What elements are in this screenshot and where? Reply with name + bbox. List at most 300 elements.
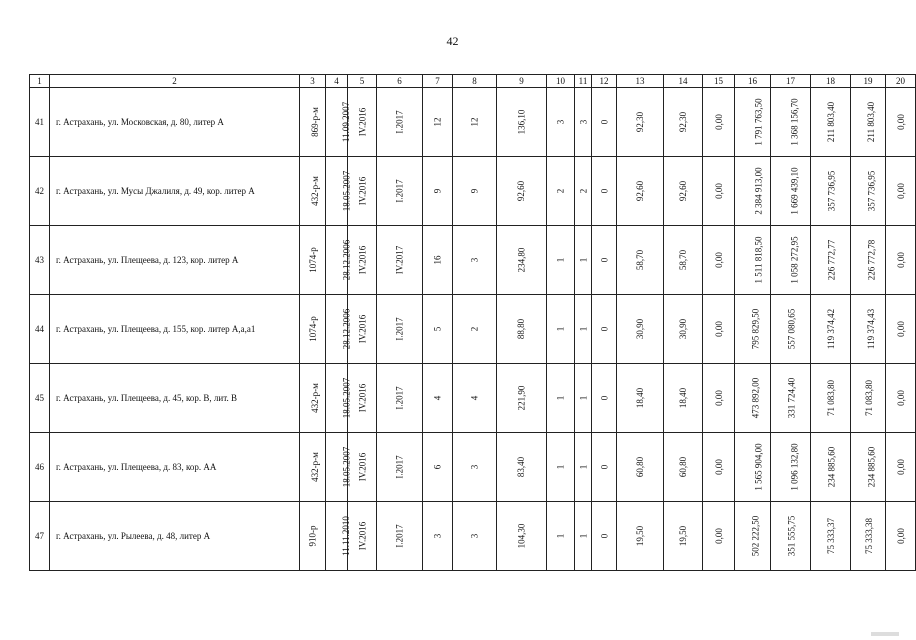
cell-col-9 [497,226,547,295]
cell-text: 3 [469,533,480,539]
cell-col-10 [547,502,575,571]
cell-text: IV.2017 [394,245,405,275]
cell-text: 0,00 [713,459,724,475]
cell-text: I.2017 [394,455,405,479]
cell-text: 83,40 [516,456,527,478]
cell-col-13 [617,295,664,364]
cell-text: 211 803,40 [826,101,837,143]
cell-text: 1 058 272,95 [789,236,800,284]
cell-col-6 [377,226,423,295]
cell-text: 18,40 [678,387,688,409]
cell-text: 3 [578,119,588,125]
cell-col-14 [664,295,703,364]
cell-text: 5 [432,326,443,332]
column-header-16: 16 [735,75,771,88]
column-header-15: 15 [703,75,735,88]
cell-col-10 [547,157,575,226]
cell-col-18 [811,433,851,502]
cell-col-3 [300,433,326,502]
table-row [30,364,916,433]
cell-text: 46 [35,462,44,472]
cell-text: 58,70 [635,249,645,271]
cell-col-17 [771,502,811,571]
cell-text: 1 [578,326,588,332]
cell-col-3 [300,226,326,295]
cell-text: 1 [555,533,566,539]
cell-col-19 [851,364,886,433]
cell-col-20 [886,295,916,364]
cell-col-16 [735,502,771,571]
cell-col-4 [326,157,352,226]
cell-col-18 [811,502,851,571]
table-row [30,433,916,502]
column-header-19: 19 [851,75,886,88]
cell-text: 19,50 [678,525,688,547]
cell-col-18 [811,364,851,433]
cell-text: 44 [35,324,44,334]
cell-text: 557 080,65 [786,308,797,350]
cell-text: 0,00 [895,183,906,199]
cell-col-16 [735,88,771,157]
cell-text: 60,80 [635,456,645,478]
cell-col-2 [50,295,300,364]
cell-col-2 [50,502,300,571]
cell-col-2 [50,364,300,433]
cell-text: 3 [555,119,566,125]
cell-text: 226 772,77 [826,239,837,281]
cell-col-3 [300,157,326,226]
cell-col-9 [497,364,547,433]
cell-col-11 [575,364,592,433]
cell-text: 9 [469,188,480,194]
cell-col-11 [575,157,592,226]
cell-text: 2 [578,188,588,194]
cell-col-10 [547,295,575,364]
cell-text: 0,00 [713,252,724,268]
cell-text: 473 892,00 [750,377,761,419]
cell-col-9 [497,157,547,226]
cell-text: 910-р [307,525,318,547]
cell-text: 75 333,37 [825,518,836,554]
cell-text: 30,90 [635,318,645,340]
cell-col-9 [497,88,547,157]
cell-text: 1 791 763,50 [753,98,764,146]
cell-col-13 [617,226,664,295]
cell-col-12 [592,157,617,226]
cell-text: 4 [469,395,480,401]
cell-col-6 [377,433,423,502]
cell-text: IV.2016 [357,245,368,275]
cell-text: IV.2016 [357,314,368,344]
cell-col-2 [50,433,300,502]
column-header-12: 12 [592,75,617,88]
cell-col-1 [30,433,50,502]
cell-col-15 [703,88,735,157]
cell-col-1 [30,364,50,433]
cell-col-17 [771,364,811,433]
cell-col-9 [497,295,547,364]
cell-text: 1074-р [307,247,318,273]
cell-text: 0,00 [895,321,906,337]
cell-text: 18,40 [635,387,645,409]
cell-text: 104,30 [516,523,527,549]
cell-text: 4 [432,395,443,401]
cell-text: 60,80 [678,456,688,478]
column-header-13: 13 [617,75,664,88]
cell-col-20 [886,157,916,226]
cell-text: 234,80 [516,247,527,273]
cell-col-3 [300,364,326,433]
cell-col-13 [617,433,664,502]
cell-text: 0,00 [895,528,906,544]
table-row [30,88,916,157]
cell-text: 0,00 [895,390,906,406]
cell-col-17 [771,226,811,295]
cell-col-6 [377,295,423,364]
page-number: 42 [446,34,459,48]
cell-col-12 [592,502,617,571]
cell-col-1 [30,157,50,226]
cell-col-16 [735,433,771,502]
cell-text: 2 [555,188,566,194]
column-header-5: 5 [348,75,377,88]
table-row [30,502,916,571]
scan-mark [871,632,899,636]
cell-col-5 [348,157,377,226]
cell-col-16 [735,226,771,295]
cell-col-5 [348,88,377,157]
cell-col-20 [886,502,916,571]
cell-text: 0 [599,257,609,263]
cell-text: 3 [469,464,480,470]
cell-col-18 [811,226,851,295]
cell-text: 234 885,60 [826,446,837,488]
cell-col-13 [617,157,664,226]
column-header-9: 9 [497,75,547,88]
cell-text: 28.12.2006 [341,308,352,350]
cell-text: IV.2016 [357,521,368,551]
cell-text: 71 083,80 [864,380,874,416]
column-header-1: 1 [30,75,50,88]
cell-col-17 [771,295,811,364]
cell-col-17 [771,157,811,226]
cell-col-4 [326,364,352,433]
cell-col-8 [453,364,497,433]
cell-col-14 [664,226,703,295]
cell-col-20 [886,433,916,502]
cell-col-3 [300,88,326,157]
cell-col-15 [703,226,735,295]
cell-text: 1 [555,395,566,401]
cell-text: 432-р-м [309,452,320,482]
cell-text: 119 374,42 [826,308,837,350]
cell-col-2 [50,226,300,295]
cell-col-7 [423,157,453,226]
cell-text: 869-р-м [309,107,320,137]
column-header-20: 20 [886,75,916,88]
cell-text: 1 [555,257,566,263]
cell-text: 92,60 [678,180,688,202]
cell-col-9 [497,433,547,502]
cell-text: г. Астрахань, ул. Плещеева, д. 123, кор. литер А [56,255,239,265]
cell-col-7 [423,295,453,364]
cell-col-8 [453,502,497,571]
cell-text: IV.2016 [357,107,368,137]
cell-col-4 [326,88,352,157]
column-header-18: 18 [811,75,851,88]
cell-col-20 [886,226,916,295]
cell-col-7 [423,88,453,157]
cell-col-11 [575,433,592,502]
cell-col-2 [50,88,300,157]
table-row [30,157,916,226]
cell-col-10 [547,226,575,295]
cell-col-19 [851,226,886,295]
cell-text: 28.12.2006 [341,239,352,281]
cell-col-5 [348,502,377,571]
cell-col-3 [300,502,326,571]
cell-text: 92,30 [635,111,645,133]
cell-text: IV.2016 [357,383,368,413]
cell-col-8 [453,88,497,157]
cell-col-16 [735,295,771,364]
cell-col-15 [703,157,735,226]
cell-text: 47 [35,531,44,541]
cell-col-20 [886,364,916,433]
cell-text: 43 [35,255,44,265]
cell-text: 1 368 156,70 [789,98,800,146]
cell-col-14 [664,433,703,502]
cell-text: 18.05.2007 [341,377,352,419]
cell-col-10 [547,88,575,157]
cell-text: 1 096 132,80 [789,443,800,491]
cell-col-8 [453,433,497,502]
cell-text: 211 803,40 [866,101,877,143]
cell-col-6 [377,364,423,433]
cell-text: 18.05.2007 [341,170,352,212]
cell-text: IV.2016 [357,452,368,482]
cell-col-5 [348,295,377,364]
cell-text: 1 [578,395,588,401]
cell-col-14 [664,364,703,433]
cell-col-17 [771,433,811,502]
table-row [30,295,916,364]
cell-text: I.2017 [394,317,405,341]
cell-col-8 [453,226,497,295]
header-row [30,75,916,88]
cell-col-7 [423,502,453,571]
cell-text: 1 565 904,00 [753,443,764,491]
cell-text: 0,00 [895,114,906,130]
cell-text: 71 083,80 [825,380,836,416]
cell-text: 0,00 [713,183,724,199]
cell-text: 0,00 [713,321,724,337]
cell-text: 3 [432,533,443,539]
cell-col-1 [30,295,50,364]
cell-col-1 [30,88,50,157]
cell-col-19 [851,157,886,226]
cell-text: 45 [35,393,44,403]
cell-text: 3 [469,257,480,263]
cell-col-1 [30,502,50,571]
cell-text: 11.09.2007 [341,101,352,143]
cell-text: 0,00 [713,114,724,130]
cell-text: 42 [35,186,44,196]
cell-text: 226 772,78 [866,239,877,281]
cell-col-14 [664,88,703,157]
cell-col-19 [851,295,886,364]
cell-col-17 [771,88,811,157]
column-header-6: 6 [377,75,423,88]
cell-col-7 [423,226,453,295]
cell-col-3 [300,295,326,364]
cell-text: 136,10 [516,109,527,135]
cell-col-12 [592,295,617,364]
cell-text: г. Астрахань, ул. Плещеева, д. 83, кор. АА [56,462,217,472]
cell-text: 0,00 [895,252,906,268]
cell-col-11 [575,88,592,157]
cell-text: 12 [469,117,480,127]
cell-text: 119 374,43 [866,308,877,350]
cell-col-19 [851,433,886,502]
cell-text: I.2017 [394,524,405,548]
cell-col-20 [886,88,916,157]
cell-text: 351 555,75 [786,515,797,557]
cell-col-4 [326,295,352,364]
cell-col-15 [703,502,735,571]
cell-text: 795 829,50 [750,308,761,350]
cell-col-4 [326,433,352,502]
cell-col-8 [453,157,497,226]
cell-text: г. Астрахань, ул. Рылеева, д. 48, литер А [56,531,211,541]
cell-col-12 [592,88,617,157]
cell-text: 18.05.2007 [341,446,352,488]
cell-col-16 [735,364,771,433]
cell-text: 92,30 [678,111,688,133]
cell-text: 19,50 [635,525,645,547]
cell-text: 1 511 818,50 [753,236,764,284]
cell-col-4 [326,502,351,571]
cell-col-13 [617,502,664,571]
cell-col-4 [326,226,352,295]
cell-col-19 [851,88,886,157]
cell-col-12 [592,433,617,502]
cell-col-15 [703,295,735,364]
cell-text: 357 736,95 [866,170,877,212]
cell-text: 1 [578,533,588,539]
cell-col-7 [423,364,453,433]
cell-text: 88,80 [516,318,527,340]
cell-col-18 [811,88,851,157]
cell-text: I.2017 [394,386,405,410]
cell-col-13 [617,364,664,433]
table-row [30,226,916,295]
cell-text: 9 [432,188,443,194]
cell-text: 0 [599,119,609,125]
cell-text: 0,00 [713,390,724,406]
cell-col-14 [664,502,703,571]
cell-text: 331 724,40 [786,377,797,419]
cell-col-13 [617,88,664,157]
cell-col-5 [348,226,377,295]
cell-col-16 [735,157,771,226]
cell-text: I.2017 [394,179,405,203]
cell-text: 6 [432,464,443,470]
cell-col-9 [497,502,547,571]
cell-col-6 [377,157,423,226]
cell-col-6 [377,502,423,571]
cell-text: 2 [469,326,480,332]
cell-col-1 [30,226,50,295]
cell-text: 1 [555,326,566,332]
cell-text: 0 [599,464,609,470]
cell-text: 432-р-м [309,383,320,413]
cell-text: г. Астрахань, ул. Мусы Джалиля, д. 49, кор. литер А [56,186,255,196]
data-table [29,74,916,571]
cell-col-7 [423,433,453,502]
cell-text: 502 222,50 [750,515,761,557]
cell-text: 58,70 [678,249,688,271]
column-header-7: 7 [423,75,453,88]
cell-text: 75 333,38 [864,518,874,554]
cell-text: г. Астрахань, ул. Московская, д. 80, литер А [56,117,224,127]
cell-col-2 [50,157,300,226]
cell-text: 41 [35,117,44,127]
cell-text: 357 736,95 [826,170,837,212]
cell-text: 30,90 [678,318,688,340]
cell-col-12 [592,364,617,433]
column-header-2: 2 [50,75,300,88]
cell-text: 1 [578,464,588,470]
cell-col-5 [348,364,377,433]
cell-text: 11.11.2010 [340,516,351,556]
cell-text: 2 384 913,00 [753,167,764,215]
cell-text: 0 [599,326,609,332]
cell-text: 1 [555,464,566,470]
cell-col-12 [592,226,617,295]
column-header-3: 3 [300,75,326,88]
column-header-8: 8 [453,75,497,88]
column-header-11: 11 [575,75,592,88]
cell-col-11 [575,295,592,364]
cell-text: 0,00 [895,459,906,475]
cell-text: г. Астрахань, ул. Плещеева, д. 155, кор. литер А,а,а1 [56,324,256,334]
cell-text: 1 [578,257,588,263]
cell-col-10 [547,364,575,433]
column-header-17: 17 [771,75,811,88]
cell-col-10 [547,433,575,502]
cell-col-15 [703,364,735,433]
cell-col-6 [377,88,423,157]
cell-col-19 [851,502,886,571]
cell-col-18 [811,295,851,364]
cell-col-8 [453,295,497,364]
cell-col-11 [575,226,592,295]
cell-text: 1 669 439,10 [789,167,800,215]
cell-text: IV.2016 [357,176,368,206]
cell-col-15 [703,433,735,502]
cell-col-5 [348,433,377,502]
cell-col-14 [664,157,703,226]
cell-text: 12 [432,117,443,127]
cell-text: I.2017 [394,110,405,134]
cell-text: г. Астрахань, ул. Плещеева, д. 45, кор. В, лит. В [56,393,237,403]
cell-text: 92,60 [516,180,527,202]
cell-text: 234 885,60 [866,446,877,488]
column-header-10: 10 [547,75,575,88]
cell-text: 0,00 [713,528,724,544]
cell-text: 221,90 [516,385,527,411]
